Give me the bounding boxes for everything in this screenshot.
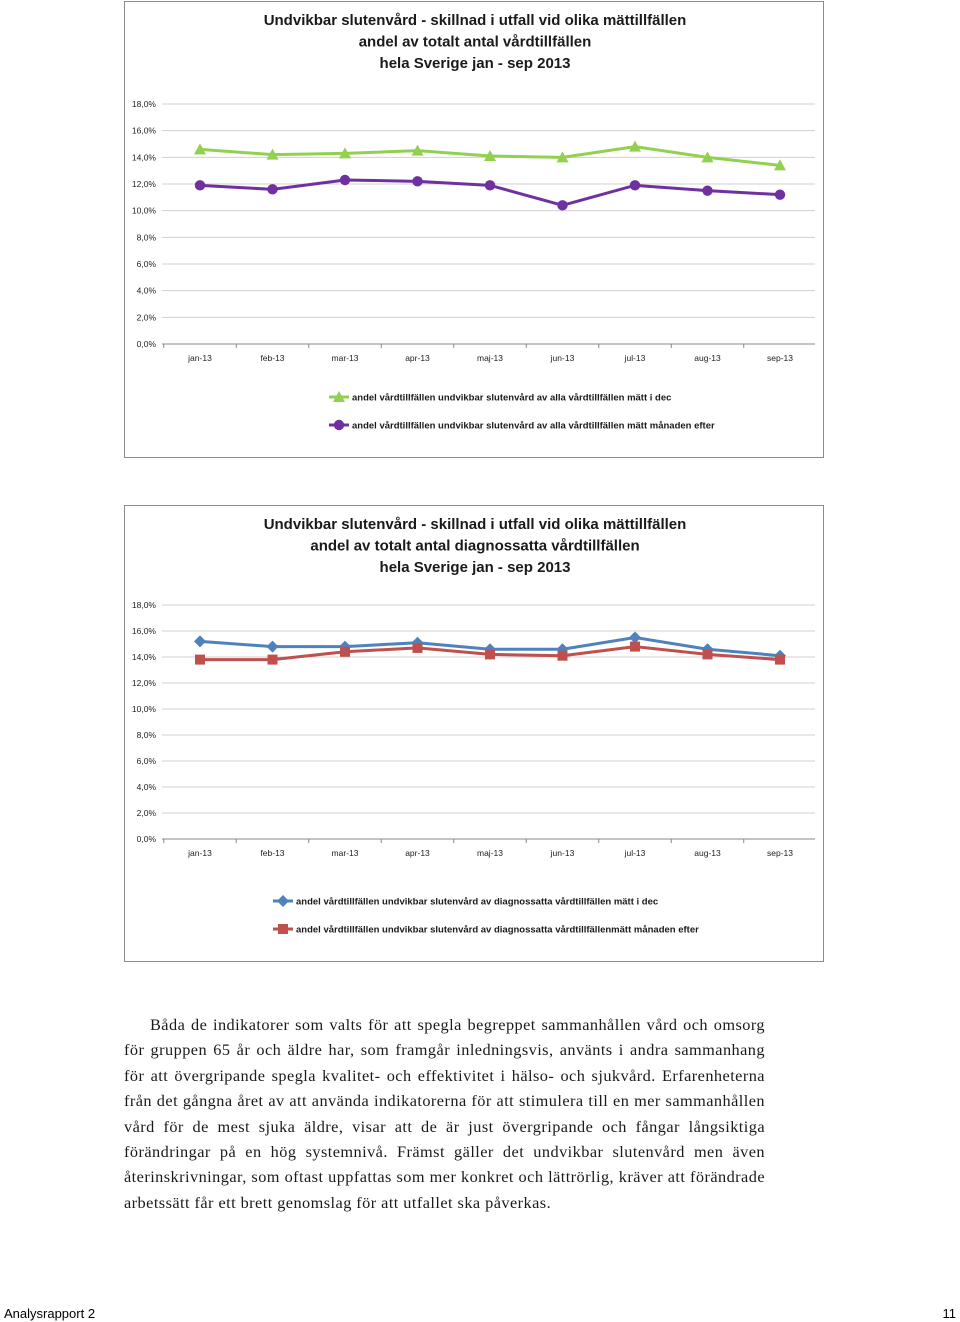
legend-label-2: andel vårdtillfällen undvikbar slutenvård av alla vårdtillfällen mätt månaden efter — [352, 420, 715, 432]
data-point-2 — [340, 647, 350, 657]
line-chart-1 — [125, 2, 825, 459]
y-tick-label: 2,0% — [136, 312, 156, 323]
chart-title-line: andel av totalt antal vårdtillfällen — [358, 33, 592, 51]
x-tick-label: feb-13 — [260, 848, 285, 858]
data-point-4 — [485, 180, 495, 190]
legend-label-1: andel vårdtillfällen undvikbar slutenvård av diagnossatta vårdtillfällen mätt i dec — [296, 896, 659, 908]
data-point-5 — [557, 200, 567, 210]
x-tick-label: maj-13 — [477, 848, 503, 858]
x-tick-label: aug-13 — [694, 848, 721, 858]
x-tick-label: feb-13 — [260, 353, 285, 363]
chart-title-line: hela Sverige jan - sep 2013 — [379, 559, 571, 576]
y-tick-label: 0,0% — [136, 339, 156, 349]
data-point-0 — [195, 180, 205, 190]
y-tick-label: 14,0% — [131, 652, 156, 662]
data-point-6 — [630, 180, 640, 190]
y-tick-label: 18,0% — [131, 600, 156, 610]
x-tick-label: sep-13 — [767, 353, 793, 363]
data-point-7 — [702, 185, 712, 195]
y-tick-label: 16,0% — [131, 626, 156, 636]
data-point-legend — [278, 924, 288, 934]
chart-title-line: Undvikbar slutenvård - skillnad i utfall vid olika mättillfällen — [263, 516, 687, 533]
y-tick-label: 4,0% — [136, 782, 156, 792]
x-tick-label: jul-13 — [624, 848, 646, 858]
y-tick-label: 12,0% — [131, 179, 156, 189]
data-point-1 — [267, 641, 279, 653]
y-tick-label: 10,0% — [131, 704, 156, 714]
data-point-3 — [412, 176, 422, 186]
chart-undvikbar-alla-vardtillfallen — [124, 1, 824, 458]
chart-title-line: andel av totalt antal diagnossatta vårdtillfällen — [310, 537, 640, 555]
chart-title-line: hela Sverige jan - sep 2013 — [379, 55, 571, 72]
data-point-legend — [334, 420, 344, 430]
data-point-5 — [558, 651, 568, 661]
chart-title-line: Undvikbar slutenvård - skillnad i utfall vid olika mättillfällen — [263, 12, 687, 29]
data-point-8 — [775, 655, 785, 665]
x-tick-label: maj-13 — [477, 353, 503, 363]
chart-undvikbar-diagnossatta-vardtillfallen — [124, 505, 824, 962]
y-tick-label: 0,0% — [136, 834, 156, 844]
x-tick-label: mar-13 — [331, 353, 359, 363]
x-tick-label: mar-13 — [331, 848, 359, 858]
y-tick-label: 18,0% — [131, 99, 156, 109]
footer-report-name: Analysrapport 2 — [4, 1306, 96, 1321]
data-point-3 — [413, 643, 423, 653]
data-point-legend — [277, 895, 289, 907]
x-tick-label: jun-13 — [550, 848, 575, 858]
y-tick-label: 6,0% — [136, 756, 156, 766]
x-tick-label: jul-13 — [624, 353, 646, 363]
legend-label-2: andel vårdtillfällen undvikbar slutenvård av diagnossatta vårdtillfällenmätt månaden efter — [296, 924, 699, 936]
y-tick-label: 10,0% — [131, 205, 156, 216]
body-paragraph: Båda de indikatorer som valts för att spegla begreppet sammanhållen vård och omsorg för gruppen 65 år och äldre har, som framgår inledningsvis, använts i andra sammanhang för att övergripande spegla kvalitet- och effektivitet i hälso- och sjukvård. Erfarenheterna från det gångna året av att använda indikatorerna för att stimulera till en mer sammanhållen vård för de mest sjuka äldre, visar att de är just övergripande och fångar långsiktiga förändringar på en hög systemnivå. Främst gäller det undvikbar slutenvård men även återinskrivningar, som oftast uppfattas som mer konkret och lättrörlig, kräver att förändrade arbetssätt får ett brett genomslag för att utfallet ska påverkas. — [124, 1015, 765, 1212]
y-tick-label: 14,0% — [131, 152, 156, 163]
footer-page-number: 11 — [942, 1306, 956, 1321]
data-point-1 — [268, 655, 278, 665]
data-point-7 — [703, 649, 713, 659]
x-tick-label: jan-13 — [188, 848, 212, 858]
x-tick-label: apr-13 — [405, 848, 430, 858]
y-tick-label: 12,0% — [131, 678, 156, 688]
x-tick-label: apr-13 — [405, 353, 430, 363]
line-chart-2 — [125, 506, 825, 963]
data-point-2 — [340, 175, 350, 185]
x-tick-label: jun-13 — [550, 353, 575, 363]
y-tick-label: 6,0% — [136, 259, 156, 269]
y-tick-label: 8,0% — [136, 232, 156, 243]
x-tick-label: jan-13 — [188, 353, 212, 363]
data-point-6 — [630, 642, 640, 652]
data-point-0 — [194, 635, 206, 647]
data-point-8 — [775, 189, 785, 199]
data-point-4 — [485, 649, 495, 659]
y-tick-label: 4,0% — [136, 285, 156, 296]
x-tick-label: sep-13 — [767, 848, 793, 858]
y-tick-label: 2,0% — [136, 808, 156, 818]
data-point-0 — [195, 655, 205, 665]
legend-label-1: andel vårdtillfällen undvikbar slutenvård av alla vårdtillfällen mätt i dec — [352, 392, 672, 404]
y-tick-label: 16,0% — [131, 125, 156, 136]
data-point-1 — [267, 184, 277, 194]
y-tick-label: 8,0% — [136, 730, 156, 740]
x-tick-label: aug-13 — [694, 353, 721, 363]
